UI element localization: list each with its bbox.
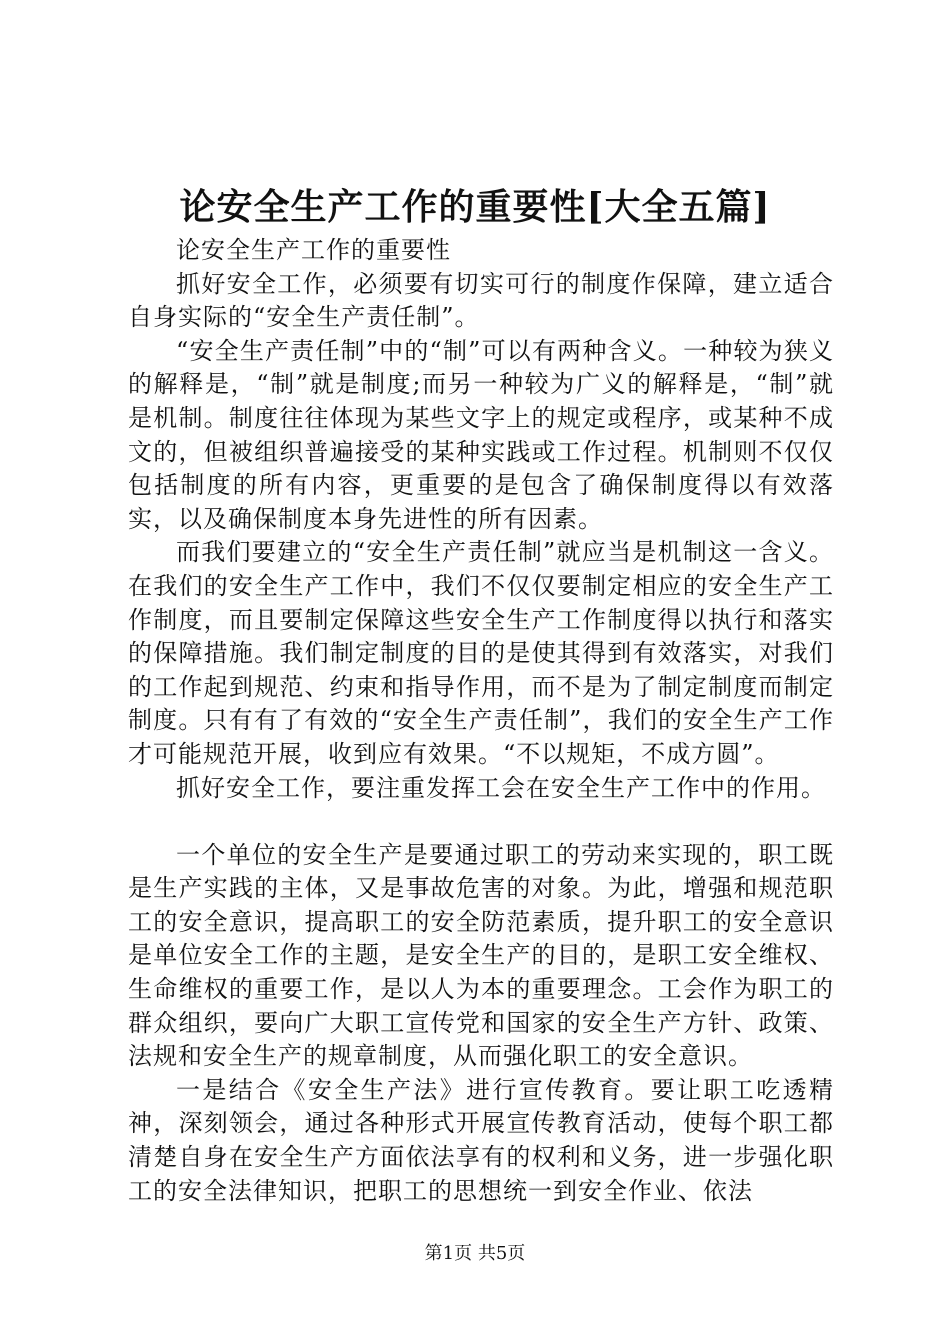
document-body xyxy=(128,234,834,1208)
paragraph-spacer xyxy=(128,805,834,839)
page-footer: 第1页 共5页 xyxy=(424,1243,526,1264)
paragraph: 而我们要建立的“安全生产责任制”就应当是机制这一含义。在我们的安全生产工作中，我们不仅仅要制定相应的安全生产工作制度，而且要制定保障这些安全生产工作制度得以执行和落实的保障措施。我们制定制度的目的是使其得到有效落实，对我们的工作起到规范、约束和指导作用，而不是为了制定制度而制定制度。只有有了有效的“安全生产责任制”，我们的安全生产工作才可能规范开展，收到应有效果。“不以规矩，不成方圆”。 xyxy=(128,538,834,768)
paragraph: 抓好安全工作，要注重发挥工会在安全生产工作中的作用。 xyxy=(176,773,826,802)
paragraph: 一是结合《安全生产法》进行宣传教育。要让职工吃透精神，深刻领会，通过各种形式开展宣传教育活动，使每个职工都清楚自身在安全生产方面依法享有的权利和义务，进一步强化职工的安全法律知识，把职工的思想统一到安全作业、依法 xyxy=(128,1075,834,1205)
paragraph: 一个单位的安全生产是要通过职工的劳动来实现的，职工既是生产实践的主体，又是事故危害的对象。为此，增强和规范职工的安全意识，提高职工的安全防范素质，提升职工的安全意识是单位安全工作的主题，是安全生产的目的，是职工安全维权、生命维权的重要工作，是以人为本的重要理念。工会作为职工的群众组织，要向广大职工宣传党和国家的安全生产方针、政策、法规和安全生产的规章制度，从而强化职工的安全意识。 xyxy=(128,840,834,1071)
document-title: 论安全生产工作的重要性[大全五篇] xyxy=(179,186,771,228)
paragraph: “安全生产责任制”中的“制”可以有两种含义。一种较为狭义的解释是，“制”就是制度;而另一种较为广义的解释是，“制”就是机制。制度往往体现为某些文字上的规定或程序，或某种不成文的，但被组织普遍接受的某种实践或工作过程。机制则不仅仅包括制度的所有内容，更重要的是包含了确保制度得以有效落实，以及确保制度本身先进性的所有因素。 xyxy=(128,336,834,533)
paragraph-subtitle: 论安全生产工作的重要性 xyxy=(176,236,451,264)
paragraph: 抓好安全工作，必须要有切实可行的制度作保障，建立适合自身实际的“安全生产责任制”。 xyxy=(128,269,834,332)
